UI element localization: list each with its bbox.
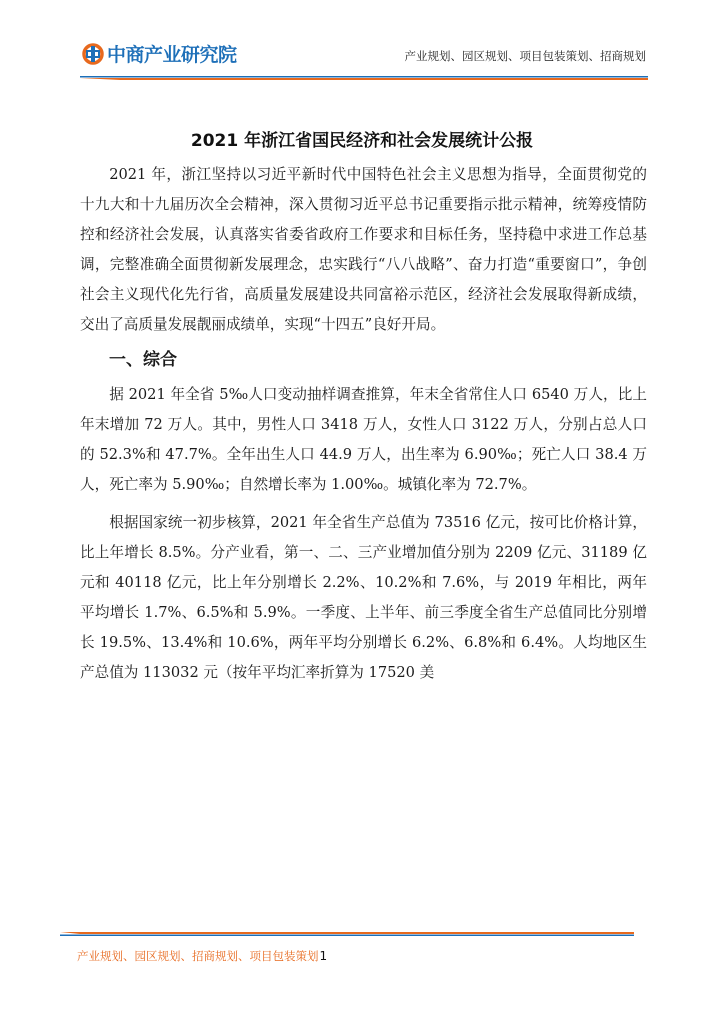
intro-paragraph: 2021 年，浙江坚持以习近平新时代中国特色社会主义思想为指导，全面贯彻党的十九大和十九届历次全会精神，深入贯彻习近平总书记重要指示批示精神，统筹疫情防控和经济社会发展，认真落实省委省政府工作要求和目标任务，坚持稳中求进工作总基调，完整准确全面贯彻新发展理念，忠实践行“八八战略”、奋力打造“重要窗口”，争创社会主义现代化先行省，高质量发展建设共同富裕示范区，经济社会发展取得新成绩，交出了高质量发展靓丽成绩单，实现“十四五”良好开局。	[80, 166, 647, 333]
logo-text: 中商产业研究院	[107, 44, 237, 66]
page-header	[0, 0, 724, 80]
gdp-paragraph: 根据国家统一初步核算，2021 年全省生产总值为 73516 亿元，按可比价格计算，比上年增长 8.5%。分产业看，第一、二、三产业增加值分别为 2209 亿元、31189 亿元和 40118 亿元，比上年分别增长 2.2%、10.2%和 7.6%，与 2019 年相比，两年平均增长 1.7%、6.5%和 5.9%。一季度、上半年、前三季度全省生产总值同比分别增长 19.5%、13.4%和 10.6%，两年平均分别增长 6.2%、6.8%和 6.4%。人均地区生产总值为 113032 元（按年平均汇率折算为 17520 美	[80, 514, 647, 681]
footer-divider	[60, 932, 634, 936]
section-heading-overview: 一、综合	[109, 350, 177, 370]
header-tagline: 产业规划、园区规划、项目包装策划、招商规划	[404, 49, 646, 63]
logo-mark-icon	[82, 43, 104, 65]
page-number: 1	[319, 949, 328, 963]
company-logo	[82, 40, 237, 67]
page-footer	[77, 948, 327, 964]
footer-tagline: 产业规划、园区规划、招商规划、项目包装策划	[77, 949, 319, 963]
document-title: 2021 年浙江省国民经济和社会发展统计公报	[190, 131, 534, 151]
header-divider	[80, 76, 648, 80]
population-paragraph: 据 2021 年全省 5‰人口变动抽样调查推算，年末全省常住人口 6540 万人，比上年末增加 72 万人。其中，男性人口 3418 万人，女性人口 3122 万人，分别占总人口的 52.3%和 47.7%。全年出生人口 44.9 万人，出生率为 6.90‰；死亡人口 38.4 万人，死亡率为 5.90‰；自然增长率为 1.00‰。城镇化率为 72.7%。	[80, 386, 647, 493]
document-body	[80, 160, 647, 688]
